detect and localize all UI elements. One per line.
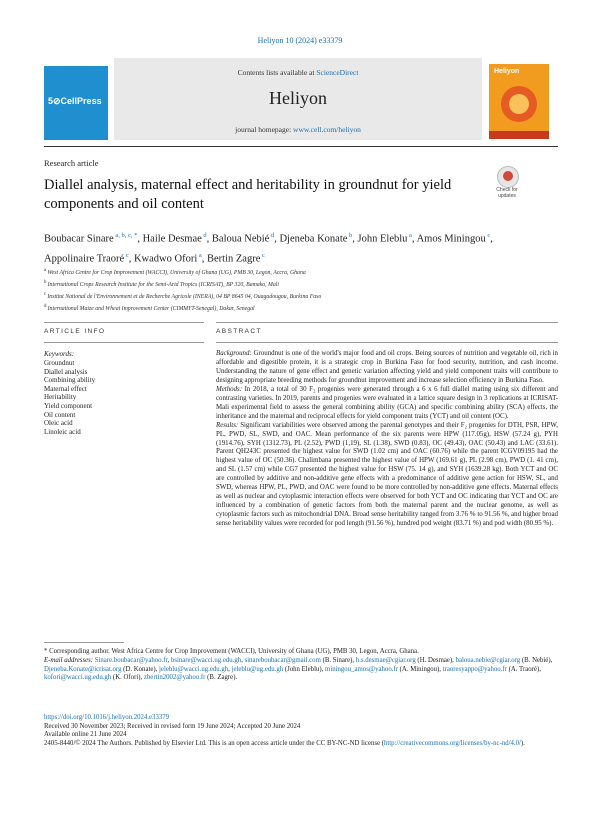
footnote-rule (44, 642, 124, 643)
received-dates: Received 30 November 2023; Received in revised form 19 June 2024; Accepted 20 June 2024 (44, 722, 301, 730)
keyword: Combining ability (44, 376, 96, 385)
affiliations (44, 266, 544, 315)
article-title: Diallel analysis, maternal effect and heritability in groundnut for yield components and oil content (44, 177, 452, 212)
abstract-body (216, 350, 558, 529)
keyword: Groundnut (44, 359, 75, 367)
keyword: Heritability (44, 393, 77, 402)
affiliation-line (44, 290, 544, 302)
author-name[interactable]: Amos Miningou (416, 233, 486, 245)
author-affiliation-marker[interactable]: b (347, 232, 353, 239)
email-link[interactable]: sinareboubacar@gmail.com (244, 656, 321, 664)
homepage-link[interactable]: www.cell.com/heliyon (293, 125, 361, 134)
crossmark-icon (497, 166, 519, 188)
article-info-rule-2 (44, 342, 204, 343)
email-link[interactable]: miningou_amos@yahoo.fr (325, 665, 398, 673)
doi-link[interactable]: https://doi.org/10.1016/j.heliyon.2024.e33379 (44, 714, 170, 721)
email-link[interactable]: Sinare.boubacar@yahoo.fr (94, 656, 168, 664)
cover-title: Heliyon (494, 68, 520, 75)
email-link[interactable]: h.s.desmae@cgiar.org (355, 656, 416, 664)
abstract-background: Background: Groundnut is one of the world's major food and oil crops. Being sources of nutrition and vegetable oil, rich in affordable and digestible protein, it is a strategic crop in Burkina Faso for food security, nutrition, and cash income. Understanding the nature of gene effect and genetic variation affecting yield and yield component traits will contribute to designing appropriate breeding methods for groundnut improvement and increase selection efficiency in Burkina Faso. (216, 350, 558, 384)
author-name[interactable]: Appolinaire Traoré (44, 253, 125, 264)
author-list: Boubacar Sinare $^{a, b, c, *}$, Haile Desmae $^d$, Baloua Nebié $^d$, Djeneba Konate $^b$, John Eleblu $^a$, Amos Miningou $^c$, Appolinaire Traoré $^c$, Kwadwo Ofori $^a$, Bertin Zagre $^c$ (44, 232, 493, 264)
cover-circle-inner (509, 94, 529, 114)
affiliation-marker: c (44, 292, 48, 298)
journal-homepage (114, 125, 482, 134)
sciencedirect-link[interactable]: ScienceDirect (316, 68, 359, 77)
affiliation-text: West Africa Centre for Crop Improvement (WACCI), University of Ghana (UG), PMB 30, Legon, Accra, Ghana (47, 269, 306, 276)
author-affiliation-marker[interactable]: d (201, 232, 207, 239)
affiliation-line (44, 278, 544, 290)
author-name[interactable]: Bertin Zagre (207, 253, 261, 264)
corresponding-author-note: * Corresponding author. West Africa Centre for Crop Improvement (WACCI), University of Ghana (UG), PMB 30, Legon, Accra, Ghana. (44, 648, 419, 655)
email-link[interactable]: zbertin2002@yahoo.fr (143, 674, 206, 682)
abstract-rule (216, 322, 558, 323)
contents-prefix: Contents lists available at (237, 68, 317, 77)
author-name[interactable]: Kwadwo Ofori (133, 253, 198, 264)
affiliation-marker: b (44, 280, 48, 286)
journal-reference[interactable]: Heliyon 10 (2024) e33379 (257, 36, 343, 45)
abstract-results: Results: Significant variabilities were observed among the parental genotypes and their F₂ progenies for DTH, PSR, HPW, PL, PWD, SL, SWD, and OAC. Mean performance of the six parents were HPW (117.05g), HSW (57.24 g), PYH (1914.76), SYH (1312.73), PL (2.52), PWD (1,19), SL (1.38), SWD (0.83), OC (49.43), OAC (50.43) and LAC (33.61). Parent QH243C presented the highest value for SWD (1.02 cm) and OAC (60.76) while the parent ICGV09195 had the highest value of OC (50.36). Chalimbana presented the highest value of HPW (169.61 g), PL (2.98 cm), PWD (1. 41 cm), and SL (1.57 cm) while CG7 presented the highest value for HSW (75. 14 g), and SYH (1639.28 kg). Both YCT and OC are controlled by additive and non-additive gene effects with a predominance of additive gene action for HSW, SL, and SWD, whereas HPW, PL, PWD, and OAC were found to be more controlled by non-additive gene effects. Maternal effects as well as nuclear and cytoplasmic interaction effects were observed for both YCT and OC indicating that YCT and OC are influenced by a combination of genetic factors from both the maternal parent and the nuclear genome, as well as cytoplasmic factors such as mitochondrial DNA. Broad sense heritability ranged from 3.76 % to 91.56 %, and higher broad sense heritability values were recorded for pod length (91.56 %), hundred pod weight (83.71 %) and pod width (80.95 %). (216, 421, 558, 528)
keyword: Yield component (44, 401, 93, 410)
email-link[interactable]: Djeneba.Konate@icrisat.org (44, 665, 122, 673)
keyword: Oil content (44, 410, 76, 419)
author-affiliation-marker[interactable]: c (260, 251, 265, 259)
article-info-rule (44, 322, 204, 323)
article-type: Research article (44, 158, 99, 168)
keyword: Maternal effect (44, 384, 87, 393)
keyword: Diallel analysis (44, 367, 88, 376)
email-link[interactable]: jeleblu@wacci.ug.edu.gh (159, 665, 229, 673)
abstract-rule-2 (216, 342, 558, 343)
check-for-updates-button[interactable] (491, 166, 523, 200)
author-name[interactable]: John Eleblu (357, 233, 408, 245)
crossmark-caption: Check for updates (496, 187, 518, 199)
abstract-heading: ABSTRACT (216, 328, 262, 335)
email-link[interactable]: traoresyappo@yahoo.fr (442, 665, 507, 673)
email-link[interactable]: bsinare@wacci.ug.edu.gh (170, 656, 242, 664)
journal-cover-image (489, 64, 549, 139)
footnotes (44, 648, 558, 683)
email-addresses: E-mail addresses: Sinare.boubacar@yahoo.fr, bsinare@wacci.ug.edu.gh, sinareboubacar@gmail.com (B. Sinare), h.s.desmae@cgiar.org (H. Desmae), baloua.nebie@cgiar.org (B. Nebié), Djeneba.Konate@icrisat.org (D. Konate), jeleblu@wacci.ug.edu.gh, jeleblu@ug.edu.gh (John Eleblu), miningou_amos@yahoo.fr (A. Miningou), traoresyappo@yahoo.fr (A. Traoré), kofori@wacci.ug.edu.gh (K. Ofori), zbertin2002@yahoo.fr (B. Zagre). (44, 656, 553, 682)
author-affiliation-marker[interactable]: c (485, 232, 491, 239)
author-affiliation-marker[interactable]: d (269, 232, 275, 239)
author-affiliation-marker[interactable]: a, b, c, * (113, 232, 138, 239)
email-link[interactable]: baloua.nebie@cgiar.org (455, 656, 521, 664)
keyword-list (44, 359, 95, 436)
affiliation-text: International Crops Research Institute for the Semi-Arid Tropics (ICRISAT), BP 320, Bamako, Mali (47, 282, 279, 289)
cover-strip (489, 131, 549, 139)
author-name[interactable]: Djeneba Konate (279, 233, 348, 245)
cellpress-logo-text: 5⊘CellPress (48, 96, 102, 106)
author-name[interactable]: Haile Desmae (142, 233, 202, 245)
author-name[interactable]: Boubacar Sinare (44, 233, 114, 245)
affiliation-line (44, 302, 544, 314)
abstract-methods: Methods: In 2018, a total of 30 F₂ progenies were generated through a 6 x 6 full diallel mating using six different and contrasting varieties. In 2019, parents and progenies were evaluated in a lattice square design in 3 replications at ICRISAT-Mali experimental field to assess the general combining ability (GCA) and specific combining ability (SCA) effects, the inheritance and the maternal and reciprocal effects for yield component traits (YCT) and oil content (OC). (216, 385, 558, 420)
email-link[interactable]: kofori@wacci.ug.edu.gh (44, 674, 112, 682)
keyword: Linoleic acid (44, 427, 81, 436)
contents-available (114, 68, 482, 77)
keywords-label: Keywords: (44, 350, 75, 358)
author-name[interactable]: Baloua Nebié (211, 233, 270, 245)
cellpress-logo (44, 66, 108, 140)
article-metadata (44, 714, 558, 748)
homepage-prefix: journal homepage: (235, 125, 294, 134)
author-affiliation-marker[interactable]: a (197, 251, 202, 259)
license-statement: 2405-8440/© 2024 The Authors. Published by Elsevier Ltd. This is an open access article under the CC BY-NC-ND license (http://creativecommons.org/licenses/by-nc-nd/4.0/). (44, 739, 525, 747)
online-date: Available online 21 June 2024 (44, 731, 127, 738)
license-link[interactable]: http://creativecommons.org/licenses/by-nc-nd/4.0/ (383, 739, 521, 747)
article-info-heading: ARTICLE INFO (44, 328, 106, 335)
affiliation-text: Institut National de l'Environnement et de Recherche Agricole (INERA), 04 BP 8645 04, Ouagadougou, Burkina Faso (47, 294, 322, 301)
header-divider (44, 146, 558, 147)
keyword: Oleic acid (44, 419, 73, 428)
affiliation-text: International Maize and Wheat Improvement Center (CIMMYT-Senegal), Dakar, Senegal (47, 306, 255, 313)
affiliation-marker: d (44, 304, 48, 310)
author-affiliation-marker[interactable]: a (407, 232, 412, 239)
affiliation-marker: a (44, 268, 48, 273)
email-link[interactable]: jeleblu@ug.edu.gh (231, 665, 284, 673)
author-affiliation-marker[interactable]: c (124, 251, 129, 259)
journal-title: Heliyon (269, 88, 327, 108)
affiliation-line (44, 266, 544, 278)
